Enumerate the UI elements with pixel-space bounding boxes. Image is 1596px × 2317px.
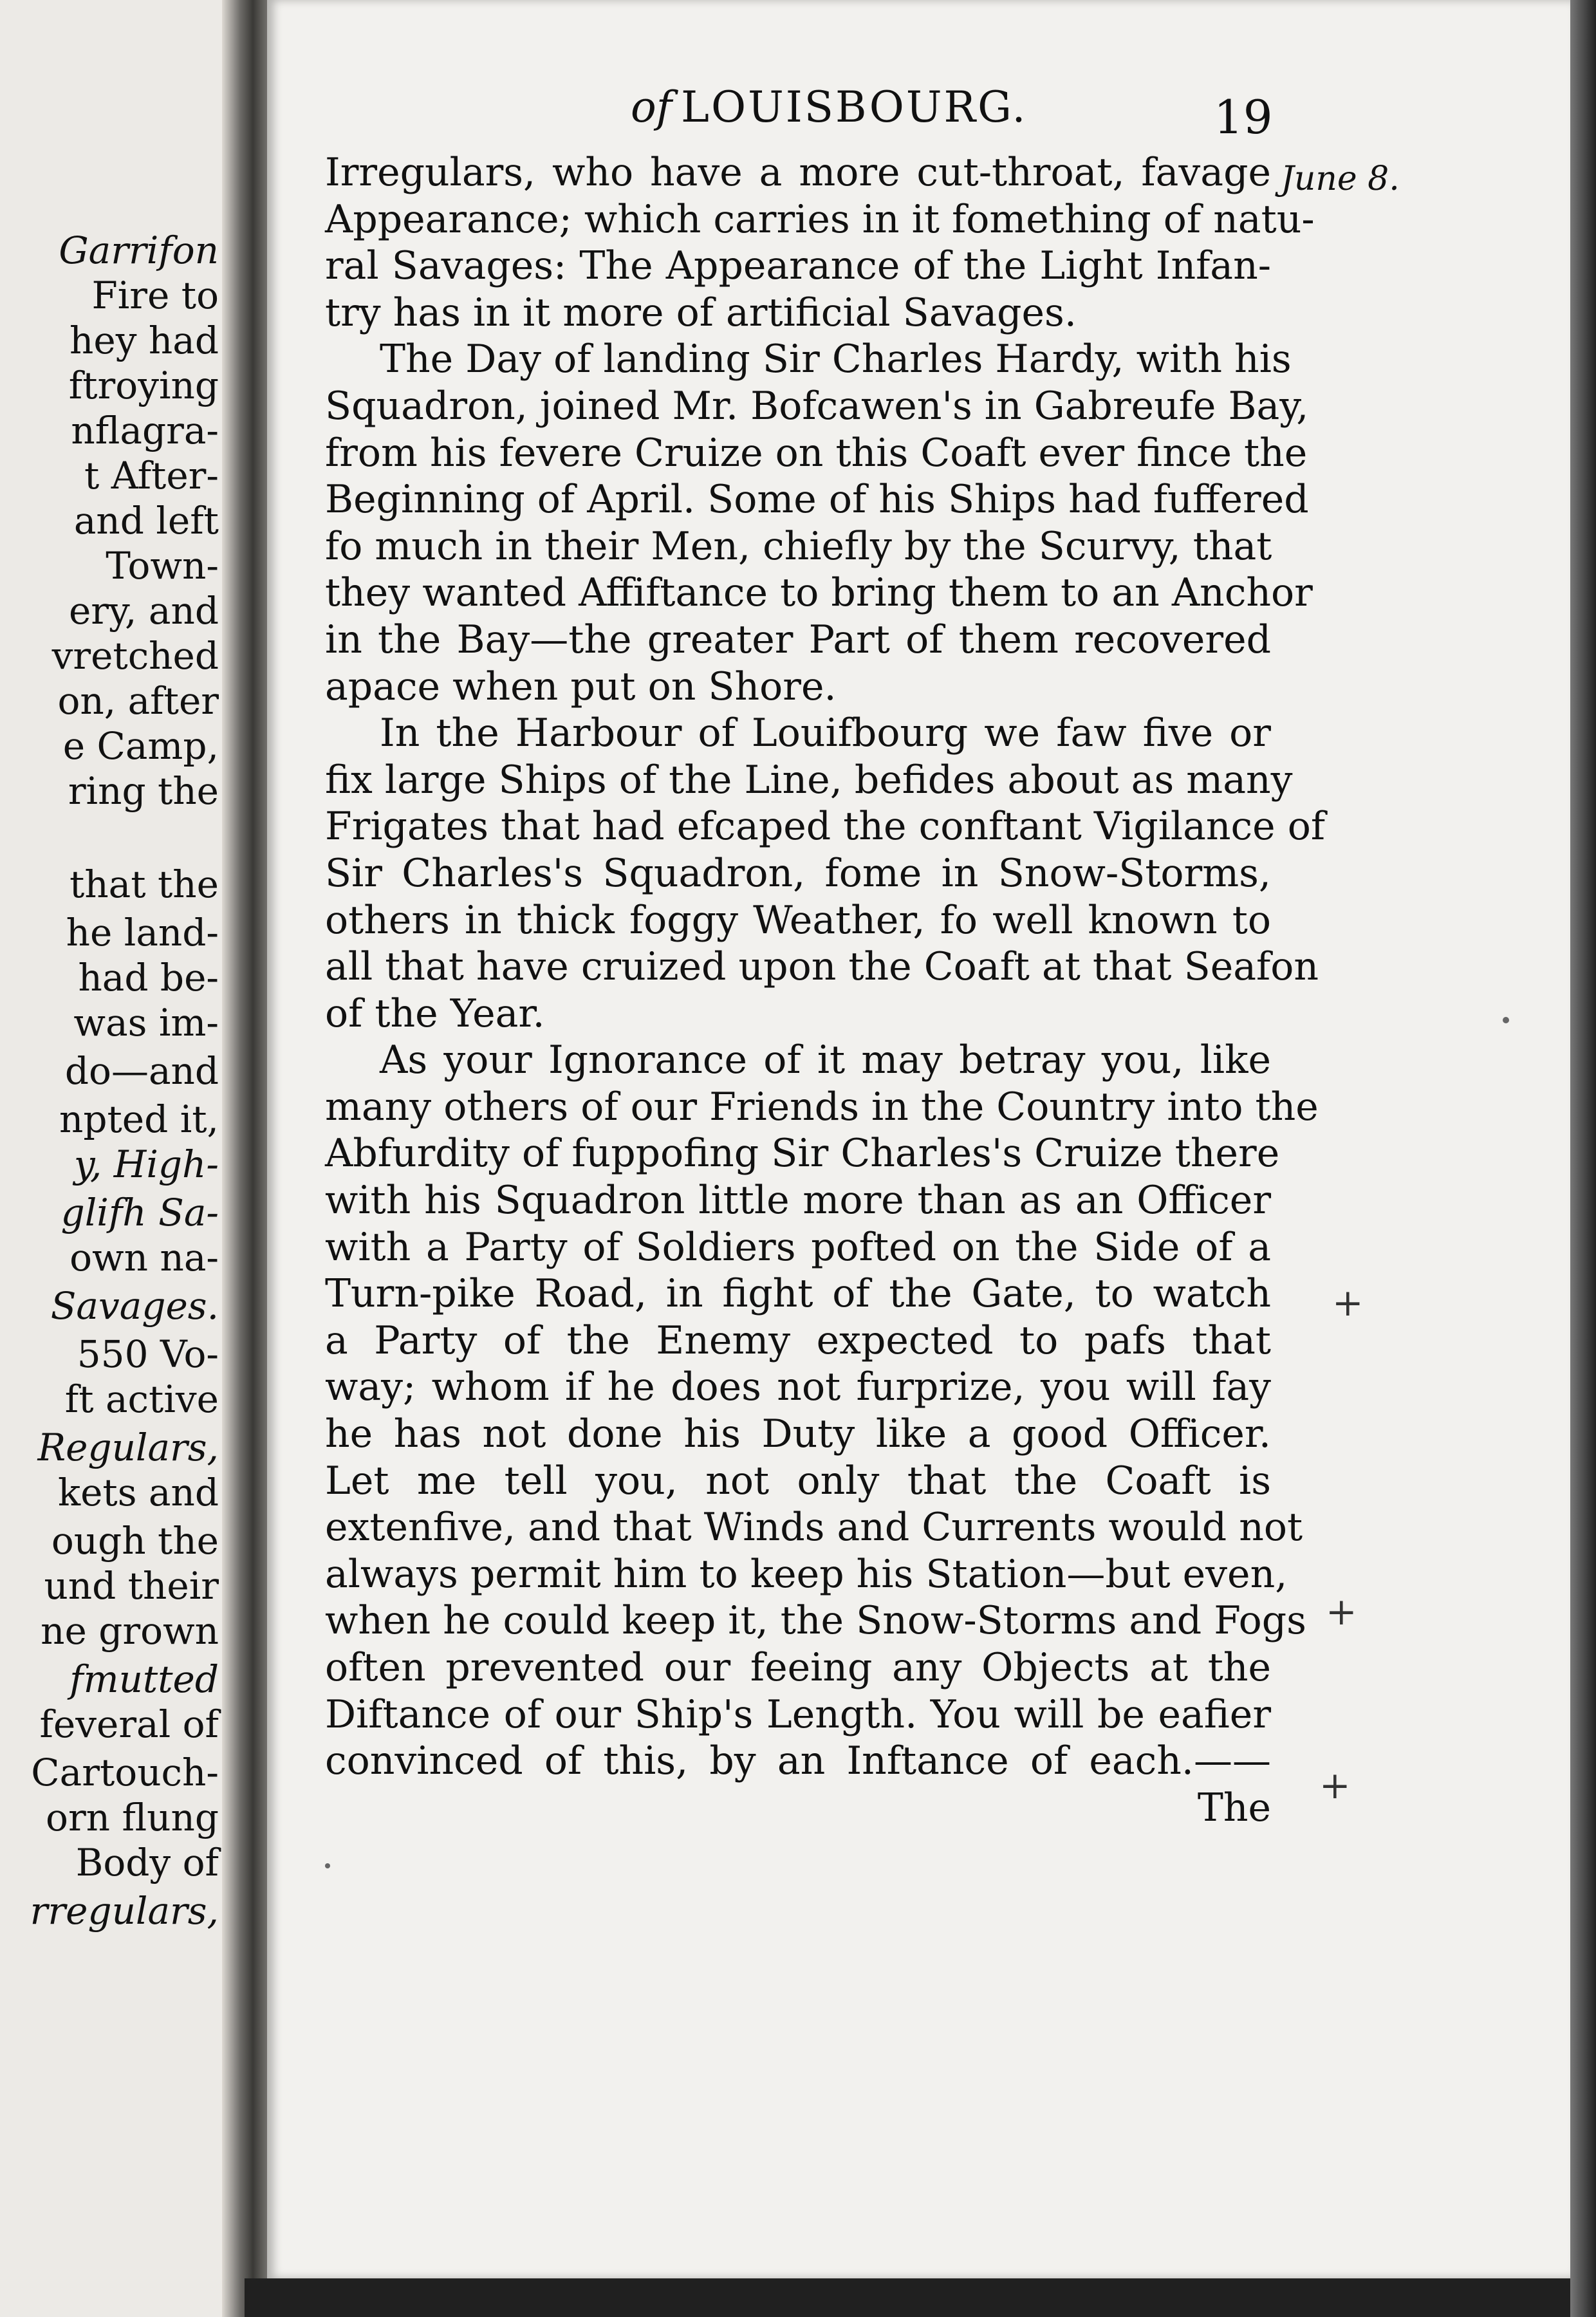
running-head-title: LOUISBOURG. — [681, 82, 1028, 132]
left-page-fragment: he land- — [66, 911, 219, 954]
left-page-fragment: glifh Sa- — [60, 1191, 219, 1234]
left-page-fragment: und their — [44, 1564, 219, 1608]
text-line: with a Party of Soldiers pofted on the Side of a — [325, 1224, 1271, 1270]
left-page-fragment: Fire to — [91, 274, 219, 317]
left-page-fragment: ough the — [51, 1519, 219, 1563]
text-line: Abfurdity of fuppofing Sir Charles's Cruize there — [325, 1131, 1280, 1177]
left-page-fragment: on, after — [57, 679, 219, 723]
text-line: all that have cruized upon the Coaft at that Seafon — [325, 944, 1319, 990]
text-line: way; whom if he does not furprize, you will fay — [325, 1364, 1271, 1410]
left-page-fragment: fmutted — [70, 1657, 219, 1701]
text-line: The Day of landing Sir Charles Hardy, with his — [380, 337, 1292, 382]
text-line: when he could keep it, the Snow-Storms and Fogs — [325, 1598, 1306, 1644]
running-head — [631, 82, 1028, 132]
text-line: always permit him to keep his Station—but even, — [325, 1551, 1288, 1597]
text-line: many others of our Friends in the Country into the — [325, 1084, 1319, 1130]
page-speck — [1503, 1017, 1509, 1023]
running-head-of: of — [631, 82, 673, 132]
left-page-fragment: had be- — [78, 956, 219, 1000]
left-page-fragment: Cartouch- — [31, 1751, 219, 1794]
margin-mark: + — [1326, 1590, 1357, 1633]
text-line: Frigates that had efcaped the conftant Vigilance of — [325, 804, 1326, 850]
text-line: Irregulars, who have a more cut-throat, favage — [325, 150, 1271, 195]
left-page-fragment: Body of — [75, 1841, 219, 1884]
left-page-fragment: do—and — [64, 1049, 219, 1093]
left-page-fragment: Regulars, — [37, 1426, 219, 1469]
page-edge — [1570, 0, 1596, 2317]
text-line: As your Ignorance of it may betray you, like — [380, 1038, 1271, 1083]
left-page-fragment: ery, and — [68, 589, 219, 633]
left-page-fragment: rregulars, — [30, 1889, 219, 1933]
left-page-fragment: 550 Vo- — [77, 1332, 219, 1376]
page-speck — [325, 1863, 330, 1868]
left-page-fragment: own na- — [70, 1236, 219, 1279]
text-line: In the Harbour of Louifbourg we faw five or — [380, 711, 1271, 756]
text-line: in the Bay—the greater Part of them recovered — [325, 617, 1271, 662]
margin-mark: + — [1319, 1763, 1351, 1807]
text-line: convinced of this, by an Inftance of each.—— — [325, 1738, 1271, 1784]
left-page-fragment: kets and — [57, 1471, 219, 1514]
left-page-fragment: Savages. — [50, 1284, 219, 1328]
left-page-fragment: feveral of — [39, 1702, 219, 1746]
text-line: extenfive, and that Winds and Currents would not — [325, 1505, 1303, 1550]
left-page-fragment: was im- — [73, 1001, 219, 1045]
left-page-fragment: hey had — [70, 319, 219, 362]
page-bottom-edge — [245, 2278, 1570, 2317]
text-line: Sir Charles's Squadron, fome in Snow-Storms, — [325, 850, 1271, 896]
left-page-fragment: vretched — [51, 634, 219, 678]
text-line: ral Savages: The Appearance of the Light Infan- — [325, 243, 1271, 289]
text-line: try has in it more of artificial Savages. — [325, 290, 1077, 335]
left-page-fragment: orn flung — [46, 1796, 219, 1839]
text-line: Turn-pike Road, in fight of the Gate, to watch — [325, 1271, 1271, 1317]
text-line: he has not done his Duty like a good Officer. — [325, 1411, 1271, 1457]
text-line: from his fevere Cruize on this Coaft ever fince the — [325, 430, 1308, 476]
left-page-fragment: ne grown — [41, 1609, 219, 1653]
text-line: Let me tell you, not only that the Coaft is — [325, 1458, 1271, 1503]
left-page-fragment: that the — [70, 862, 219, 906]
text-line: with his Squadron little more than as an Officer — [325, 1178, 1271, 1224]
left-page-fragment: ftroying — [68, 364, 219, 407]
catchword: The — [1197, 1785, 1271, 1830]
left-page-fragment: Town- — [106, 544, 219, 588]
text-line: Appearance; which carries in it fomething of natu- — [325, 196, 1315, 242]
text-line: others in thick foggy Weather, fo well known to — [325, 897, 1271, 943]
left-page-fragment: and left — [73, 499, 219, 543]
text-line: of the Year. — [325, 991, 545, 1036]
page-number: 19 — [1214, 90, 1273, 144]
left-page-fragment: ring the — [68, 769, 219, 813]
page-body-text — [325, 149, 1326, 1831]
left-page-fragment: nflagra- — [71, 409, 219, 452]
text-line: Beginning of April. Some of his Ships had fuffered — [325, 477, 1309, 523]
text-line: a Party of the Enemy expected to pafs that — [325, 1317, 1271, 1363]
left-page-fragment: y, High- — [73, 1142, 219, 1186]
left-page-fragment: e Camp, — [62, 724, 219, 768]
text-line: they wanted Affiftance to bring them to an Anchor — [325, 570, 1313, 616]
left-page-fragment: Garrifon — [59, 228, 219, 272]
text-line: Diftance of our Ship's Length. You will be eafier — [325, 1691, 1271, 1737]
text-line: often prevented our feeing any Objects at the — [325, 1645, 1271, 1690]
text-line: fix large Ships of the Line, befides about as many — [325, 757, 1293, 803]
margin-mark: + — [1332, 1281, 1364, 1325]
book-gutter — [222, 0, 274, 2317]
left-page-fragment: npted it, — [59, 1097, 219, 1141]
text-line: apace when put on Shore. — [325, 664, 837, 709]
text-line: Squadron, joined Mr. Bofcawen's in Gabreufe Bay, — [325, 383, 1309, 429]
text-line: fo much in their Men, chiefly by the Scurvy, that — [325, 523, 1272, 569]
marginal-date: June 8. — [1281, 160, 1400, 198]
left-page-fragment: ft active — [64, 1377, 219, 1421]
left-page-fragment: t After- — [84, 454, 219, 498]
